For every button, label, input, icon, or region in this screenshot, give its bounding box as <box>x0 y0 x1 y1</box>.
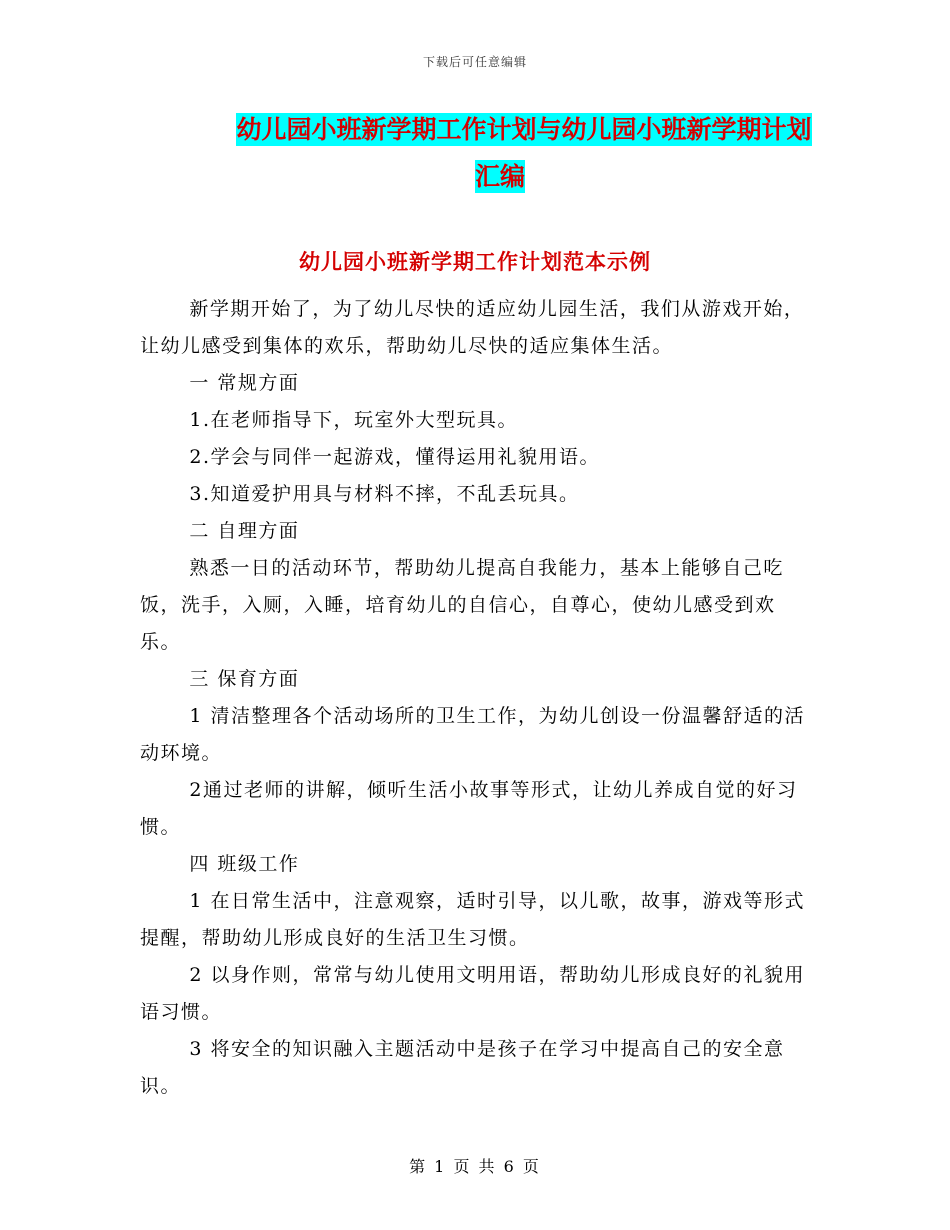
paragraph-item: 1.在老师指导下，玩室外大型玩具。 <box>189 409 519 431</box>
paragraph-item: 熟悉一日的活动环节，帮助幼儿提高自我能力，基本上能够自己吃饭，洗手，入厕，入睡，培育幼儿的自信心，自尊心，使幼儿感受到欢乐。 <box>140 557 784 653</box>
section-title: 幼儿园小班新学期工作计划范本示例 <box>299 250 651 274</box>
paragraph-item: 2 以身作则，常常与幼儿使用文明用语，帮助幼儿形成良好的礼貌用语习惯。 <box>140 964 806 1023</box>
header-note: 下载后可任意编辑 <box>422 55 527 69</box>
paragraph-item: 3.知道爱护用具与材料不摔，不乱丢玩具。 <box>189 483 580 505</box>
paragraph-item: 2.学会与同伴一起游戏，懂得运用礼貌用语。 <box>189 446 601 468</box>
heading-routine: 一 常规方面 <box>189 372 300 394</box>
document-title <box>140 106 860 200</box>
page-footer: 第 1 页 共 6 页 <box>409 1157 541 1176</box>
paragraph-item: 1 清洁整理各个活动场所的卫生工作，为幼儿创设一份温馨舒适的活动环境。 <box>140 705 806 764</box>
paragraph-item: 2通过老师的讲解，倾听生活小故事等形式，让幼儿养成自觉的好习惯。 <box>140 779 798 838</box>
heading-self-care: 二 自理方面 <box>189 520 300 542</box>
paragraph-item: 1 在日常生活中，注意观察，适时引导，以儿歌，故事，游戏等形式提醒，帮助幼儿形成良好的生活卫生习惯。 <box>140 890 806 949</box>
document-body <box>140 291 810 1105</box>
paragraph-intro: 新学期开始了，为了幼儿尽快的适应幼儿园生活，我们从游戏开始，让幼儿感受到集体的欢乐，帮助幼儿尽快的适应集体生活。 <box>140 298 805 357</box>
document-title-line-1: 幼儿园小班新学期工作计划与幼儿园小班新学期计划 <box>236 115 812 144</box>
document-title-line-2: 汇编 <box>474 162 525 191</box>
heading-class-work: 四 班级工作 <box>189 853 300 875</box>
heading-care: 三 保育方面 <box>189 668 300 690</box>
paragraph-item: 3 将安全的知识融入主题活动中是孩子在学习中提高自己的安全意识。 <box>140 1038 785 1097</box>
